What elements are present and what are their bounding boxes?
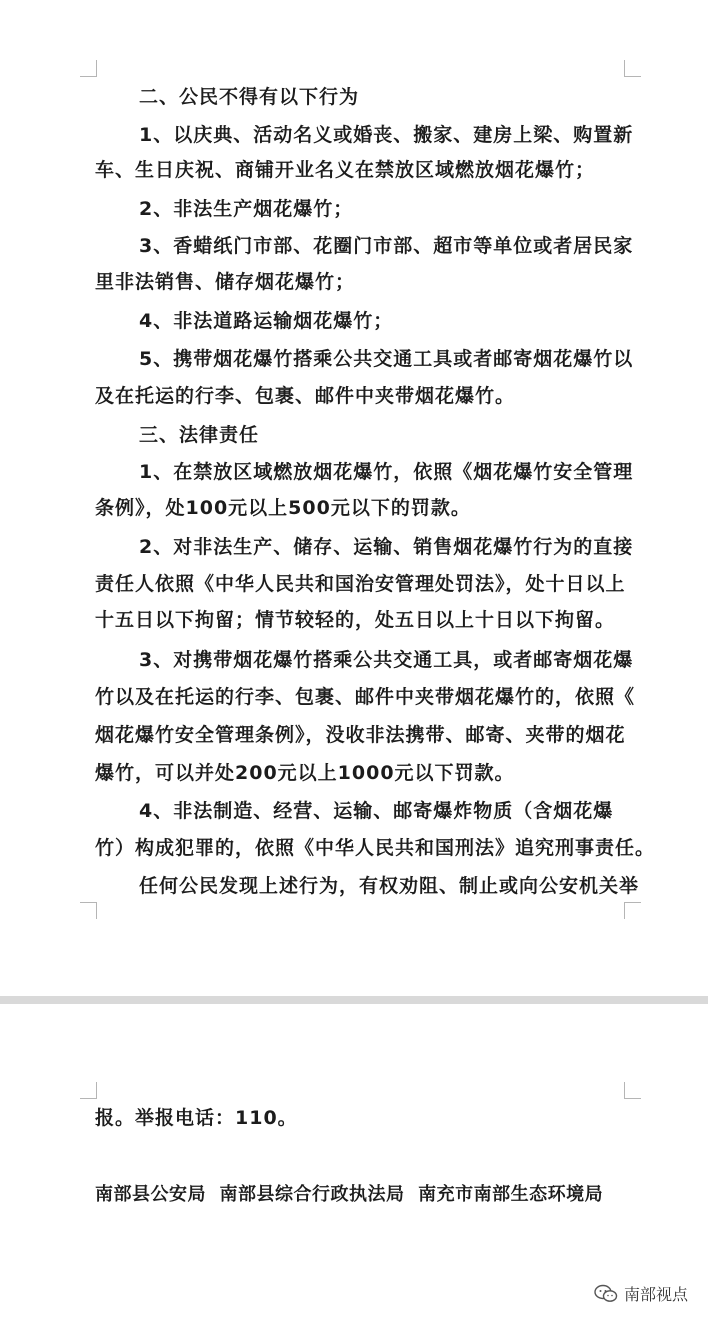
section-3-item-3-cont: 烟花爆竹安全管理条例》，没收非法携带、邮寄、夹带的烟花	[95, 724, 626, 746]
section-2-heading: 二、公民不得有以下行为	[139, 86, 360, 108]
section-3-item-3: 3、对携带烟花爆竹搭乘公共交通工具，或者邮寄烟花爆	[139, 649, 634, 671]
document-page-2	[0, 1004, 708, 1328]
section-2-item-3-cont: 里非法销售、储存烟花爆竹；	[95, 271, 356, 293]
section-2-item-1-cont: 车、生日庆祝、商铺开业名义在禁放区域燃放烟花爆竹；	[95, 159, 596, 181]
section-3-item-3-cont: 爆竹，可以并处200元以上1000元以下罚款。	[95, 762, 515, 784]
margin-corner-mark	[80, 902, 97, 919]
margin-corner-mark	[624, 1082, 641, 1099]
section-3-heading: 三、法律责任	[139, 424, 260, 446]
watermark-label: 南部视点	[623, 1285, 688, 1304]
section-2-item-5: 5、携带烟花爆竹搭乘公共交通工具或者邮寄烟花爆竹以	[139, 348, 634, 370]
section-2-item-2: 2、非法生产烟花爆竹；	[139, 198, 354, 220]
signatories: 南部县公安局 南部县综合行政执法局 南充市南部生态环境局	[95, 1184, 604, 1205]
margin-corner-mark	[80, 60, 97, 77]
closing-paragraph: 任何公民发现上述行为，有权劝阻、制止或向公安机关举	[139, 875, 640, 897]
section-2-item-3: 3、香蜡纸门市部、花圈门市部、超市等单位或者居民家	[139, 235, 634, 257]
section-3-item-1-cont: 条例》，处100元以上500元以下的罚款。	[95, 497, 471, 519]
section-3-item-4: 4、非法制造、经营、运输、邮寄爆炸物质（含烟花爆	[139, 800, 614, 822]
section-2-item-5-cont: 及在托运的行李、包裹、邮件中夹带烟花爆竹。	[95, 385, 516, 407]
page-separator	[0, 996, 708, 1004]
margin-corner-mark	[624, 902, 641, 919]
section-2-item-1: 1、以庆典、活动名义或婚丧、搬家、建房上梁、购置新	[139, 124, 634, 146]
section-3-item-2-cont: 责任人依照《中华人民共和国治安管理处罚法》，处十日以上	[95, 573, 626, 595]
section-3-item-3-cont: 竹以及在托运的行李、包裹、邮件中夹带烟花爆竹的，依照《	[95, 686, 636, 708]
section-2-item-4: 4、非法道路运输烟花爆竹；	[139, 310, 394, 332]
source-watermark	[594, 1282, 688, 1305]
section-3-item-4-cont: 竹）构成犯罪的，依照《中华人民共和国刑法》追究刑事责任。	[95, 837, 656, 859]
section-3-item-2-cont: 十五日以下拘留；情节较轻的，处五日以上十日以下拘留。	[95, 609, 616, 631]
section-3-item-1: 1、在禁放区域燃放烟花爆竹，依照《烟花爆竹安全管理	[139, 461, 634, 483]
closing-paragraph-cont: 报。举报电话：110。	[95, 1107, 298, 1129]
margin-corner-mark	[624, 60, 641, 77]
section-3-item-2: 2、对非法生产、储存、运输、销售烟花爆竹行为的直接	[139, 536, 634, 558]
wechat-icon	[594, 1284, 618, 1304]
margin-corner-mark	[80, 1082, 97, 1099]
